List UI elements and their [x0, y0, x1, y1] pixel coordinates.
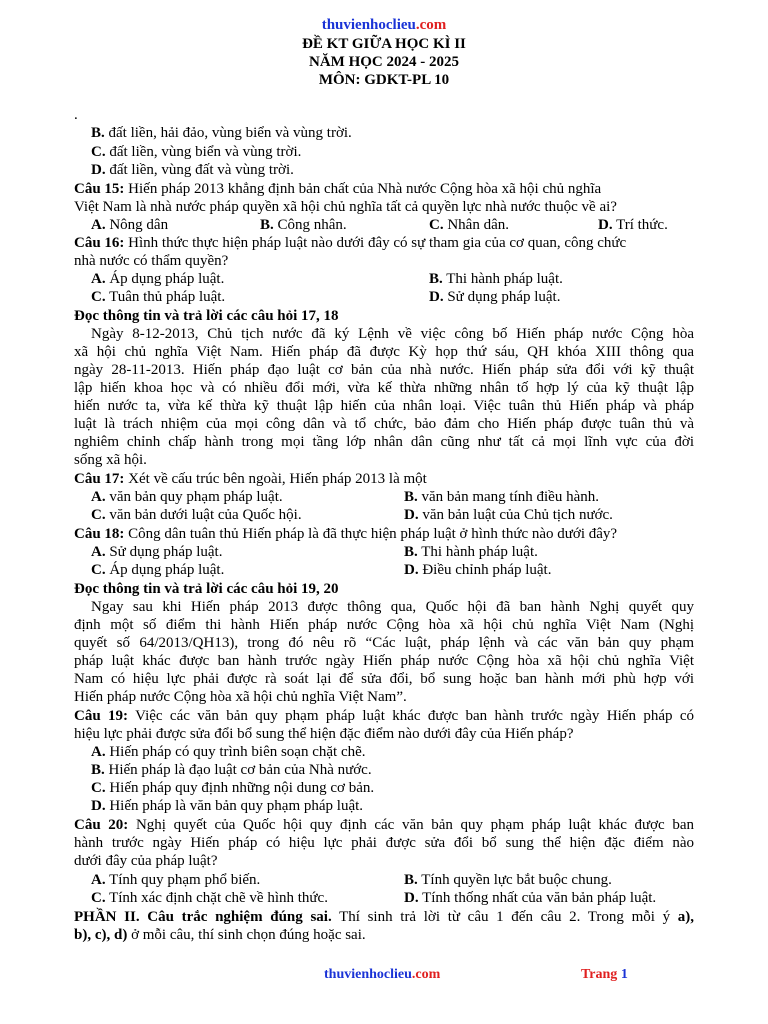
q14-option-c: C. đất liền, vùng biển và vùng trời. [91, 144, 302, 160]
q18-option-c: C. Áp dụng pháp luật. [91, 562, 225, 578]
q16-option-c: C. Tuân thủ pháp luật. [91, 289, 226, 305]
site-header[interactable] [0, 16, 768, 34]
site-name: thuvienhoclieu [321, 17, 416, 33]
q18-option-a: A. Sử dụng pháp luật. [91, 544, 223, 560]
q20-option-c: C. Tính xác định chặt chẽ về hình thức. [91, 890, 328, 906]
reading-heading-19-20: Đọc thông tin và trả lời các câu hỏi 19, 20 [74, 581, 339, 597]
school-year: NĂM HỌC 2024 - 2025 [309, 54, 459, 70]
q17-stem: Câu 17: Xét về cấu trúc bên ngoài, Hiến pháp 2013 là một [74, 471, 427, 487]
q16-stem: Câu 16: Hình thức thực hiện pháp luật nào dưới đây có sự tham gia của cơ quan, công chức [74, 235, 627, 251]
q16-option-d: D. Sử dụng pháp luật. [429, 289, 561, 305]
reading1-line: sống xã hội. [74, 452, 147, 468]
subject-name: MÔN: GDKT-PL 10 [318, 72, 450, 88]
part2-instructions: PHẦN II. Câu trắc nghiệm đúng sai. Thí sinh trả lời từ câu 1 đến câu 2. Trong mỗi ý a), [74, 909, 694, 925]
reading2-line: Hiến pháp nước Cộng hòa xã hội chủ nghĩa Việt Nam”. [74, 689, 407, 705]
reading2-line: pháp luật khác được ban hành trước ngày Hiến pháp nước Cộng hòa xã hội chủ nghĩa Việt [74, 653, 694, 669]
q15-option-b: B. Công nhân. [260, 217, 347, 233]
q14-option-d: D. đất liền, vùng đất và vùng trời. [91, 162, 294, 178]
q17-option-a: A. văn bản quy phạm pháp luật. [91, 489, 283, 505]
reading-heading-17-18: Đọc thông tin và trả lời các câu hỏi 17, 18 [74, 308, 339, 324]
q15-option-c: C. Nhân dân. [429, 217, 509, 233]
q18-option-b: B. Thi hành pháp luật. [404, 544, 538, 560]
reading2-line: Ngay sau khi Hiến pháp 2013 được thông qua, Quốc hội đã ban hành Nghị quyết quy [91, 599, 694, 615]
q19-option-b: B. Hiến pháp là đạo luật cơ bản của Nhà nước. [91, 762, 372, 778]
q20-option-b: B. Tính quyền lực bắt buộc chung. [404, 872, 612, 888]
q19-option-a: A. Hiến pháp có quy trình biên soạn chặt chẽ. [91, 744, 366, 760]
reading2-line: định một số điểm thi hành Hiến pháp nước Cộng hòa xã hội chủ nghĩa Việt Nam (Nghị [74, 617, 694, 633]
reading1-line: lập hiến khoa học và có nhiều đổi mới, vừa kế thừa những nhân tố hợp lý của kỹ thuật lập [74, 380, 694, 396]
q18-stem: Câu 18: Công dân tuân thủ Hiến pháp là đã thực hiện pháp luật ở hình thức nào dưới đây? [74, 526, 618, 542]
q19-option-c: C. Hiến pháp quy định những nội dung cơ bản. [91, 780, 375, 796]
q20-stem: Câu 20: Nghị quyết của Quốc hội quy định các văn bản quy phạm pháp luật khác được ban [74, 817, 694, 833]
q16-option-a: A. Áp dụng pháp luật. [91, 271, 225, 287]
reading2-line: quyết số 64/2013/QH13), trong đó nêu rõ “Các luật, pháp lệnh và các văn bản quy phạm [74, 635, 694, 651]
q15-option-a: A. Nông dân [91, 217, 169, 233]
q18-option-d: D. Điều chỉnh pháp luật. [404, 562, 552, 578]
reading1-line: hiến nước ta, vừa kế thừa kỹ thuật lập hiến của nhân loại. Việc tuân thủ Hiến pháp và pháp [74, 398, 694, 414]
reading2-line: Nam có hiệu lực phải được rà soát lại để sửa đổi, bổ sung hoặc ban hành mới phù hợp với [74, 671, 694, 687]
q14-option-b: B. đất liền, hải đảo, vùng biển và vùng trời. [91, 125, 352, 141]
q15-option-d: D. Trí thức. [598, 217, 668, 233]
reading1-line: ngày 28-11-2013. Hiến pháp đạo luật cơ bản của nhà nước. Hiến pháp sửa đổi với kỹ thuật [74, 362, 694, 378]
q17-option-b: B. văn bản mang tính điều hành. [404, 489, 599, 505]
q15-stem-cont: Việt Nam là nhà nước pháp quyền xã hội chủ nghĩa tất cả quyền lực nhà nước thuộc về ai? [74, 199, 617, 215]
q19-option-d: D. Hiến pháp là văn bản quy phạm pháp luật. [91, 798, 364, 814]
page-number: Trang 1 [581, 967, 628, 982]
part2-instructions-cont: b), c), d) ở mỗi câu, thí sinh chọn đúng hoặc sai. [74, 927, 366, 943]
exam-title: ĐỀ KT GIỮA HỌC KÌ II [302, 36, 466, 52]
q17-option-c: C. văn bản dưới luật của Quốc hội. [91, 507, 302, 523]
q20-option-a: A. Tính quy phạm phổ biến. [91, 872, 261, 888]
q19-stem: Câu 19: Việc các văn bản quy phạm pháp luật khác được ban hành trước ngày Hiến pháp có [74, 708, 695, 724]
reading1-line: xã hội chủ nghĩa Việt Nam. Hiến pháp đã được Kỳ họp thứ sáu, QH khóa XIII thông qua [74, 344, 694, 360]
stray-dot: . [74, 107, 78, 123]
reading1-line: nghiêm chỉnh chấp hành trong mọi tầng lớp nhân dân cũng như tất cả mọi lĩnh vực của đời [74, 434, 694, 450]
footer-site-link[interactable]: thuvienhoclieu.com [324, 967, 441, 982]
q16-stem-cont: nhà nước có thẩm quyền? [74, 253, 229, 269]
reading1-line: luật là trách nhiệm của mọi công dân và tổ chức, bảo đảm cho Hiến pháp được tuân thủ và [74, 416, 694, 432]
reading1-line: Ngày 8-12-2013, Chủ tịch nước đã ký Lệnh về việc công bố Hiến pháp nước Cộng hòa [91, 326, 694, 342]
q17-option-d: D. văn bản luật của Chủ tịch nước. [404, 507, 613, 523]
q20-stem-cont: hành trước ngày Hiến pháp có hiệu lực phải được sửa đổi bổ sung thể hiện đặc điểm nào [74, 835, 694, 851]
q20-stem-cont: dưới đây của pháp luật? [74, 853, 218, 869]
q19-stem-cont: hiệu lực phải được sửa đổi bổ sung thể hiện đặc điểm nào dưới đây của Hiến pháp? [74, 726, 574, 742]
q15-stem: Câu 15: Hiến pháp 2013 khẳng định bản chất của Nhà nước Cộng hòa xã hội chủ nghĩa [74, 181, 602, 197]
q20-option-d: D. Tính thống nhất của văn bản pháp luật. [404, 890, 657, 906]
q16-option-b: B. Thi hành pháp luật. [429, 271, 563, 287]
site-domain: .com [415, 17, 447, 33]
